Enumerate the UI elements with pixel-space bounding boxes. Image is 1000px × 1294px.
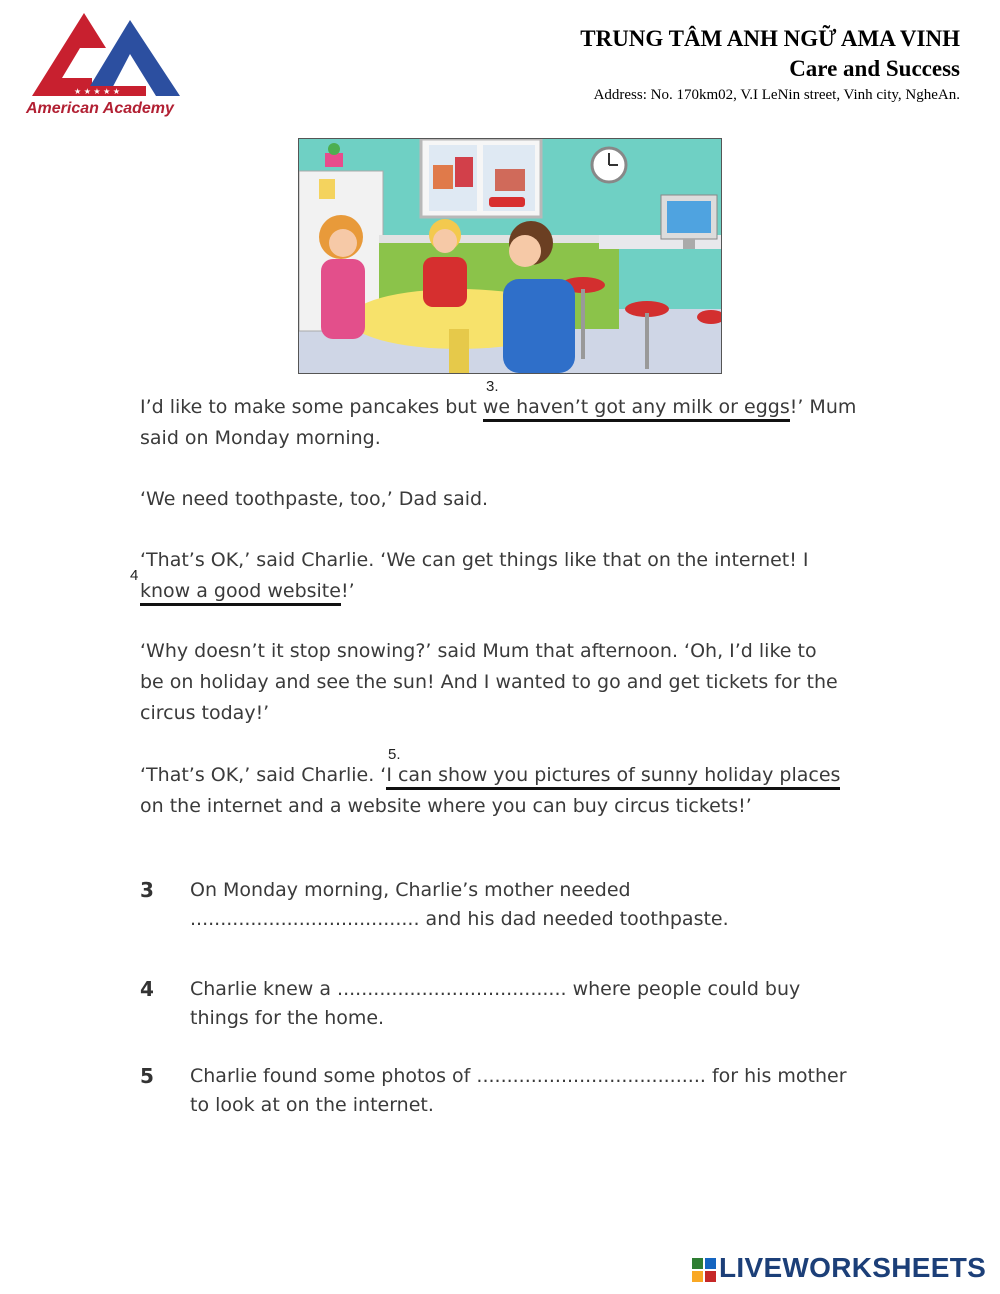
question-5 <box>190 1062 910 1120</box>
story-text: !’ Mum <box>789 396 857 418</box>
answer-blank-5[interactable]: ...................................... <box>476 1065 706 1087</box>
story-text: ‘Why doesn’t it stop snowing?’ said Mum that afternoon. ‘Oh, I’d like to <box>140 640 817 662</box>
answer-blank-3[interactable]: ...................................... <box>190 908 420 930</box>
story-text: ‘That’s OK,’ said Charlie. ‘ <box>140 764 387 786</box>
marker-3: 3. <box>486 378 499 395</box>
question-text: On Monday morning, Charlie’s mother needed <box>190 879 631 901</box>
question-text: Charlie found some photos of <box>190 1065 477 1087</box>
question-text: for his mother <box>705 1065 847 1087</box>
story-text: ‘That’s OK,’ said Charlie. ‘We can get things like that on the internet! I <box>140 549 809 571</box>
story-text: circus today!’ <box>140 702 270 724</box>
story-paragraph-5 <box>140 760 910 822</box>
underlined-answer-5: I can show you pictures of sunny holiday places <box>386 764 840 790</box>
story-paragraph-2: ‘We need toothpaste, too,’ Dad said. <box>140 488 489 510</box>
svg-text:★ ★ ★ ★ ★: ★ ★ ★ ★ ★ <box>74 87 121 96</box>
question-3 <box>190 876 910 934</box>
address: Address: No. 170km02, V.I LeNin street, Vinh city, NgheAn. <box>593 87 960 103</box>
question-text: where people could buy <box>566 978 801 1000</box>
question-4 <box>190 975 910 1033</box>
story-text: I’d like to make some pancakes but <box>140 396 483 418</box>
slogan: Care and Success <box>789 56 960 81</box>
question-text: things for the home. <box>190 1007 385 1029</box>
kitchen-family-illustration <box>298 138 722 374</box>
question-5-number: 5 <box>140 1064 154 1088</box>
underlined-answer-3: we haven’t got any milk or eggs <box>483 396 790 422</box>
logo-text: American Academy <box>26 100 174 117</box>
story-text: on the internet and a website where you can buy circus tickets!’ <box>140 795 752 817</box>
question-text: to look at on the internet. <box>190 1094 434 1116</box>
liveworksheets-icon <box>692 1258 716 1282</box>
story-text: said on Monday morning. <box>140 427 381 449</box>
marker-5: 5. <box>388 746 401 763</box>
story-text: be on holiday and see the sun! And I wanted to go and get tickets for the <box>140 671 838 693</box>
liveworksheets-brand: LIVEWORKSHEETS <box>719 1252 987 1283</box>
answer-blank-4[interactable]: ...................................... <box>337 978 567 1000</box>
story-text: !’ <box>340 580 355 602</box>
story-paragraph-1 <box>140 392 910 454</box>
story-paragraph-3 <box>140 545 910 607</box>
question-4-number: 4 <box>140 977 154 1001</box>
center-name: TRUNG TÂM ANH NGỮ AMA VINH <box>580 26 960 51</box>
question-3-number: 3 <box>140 878 154 902</box>
question-text: and his dad needed toothpaste. <box>419 908 729 930</box>
underlined-answer-4: know a good website <box>140 580 341 606</box>
question-text: Charlie knew a <box>190 978 338 1000</box>
story-paragraph-4 <box>140 636 910 729</box>
marker-4: 4 <box>130 567 139 584</box>
